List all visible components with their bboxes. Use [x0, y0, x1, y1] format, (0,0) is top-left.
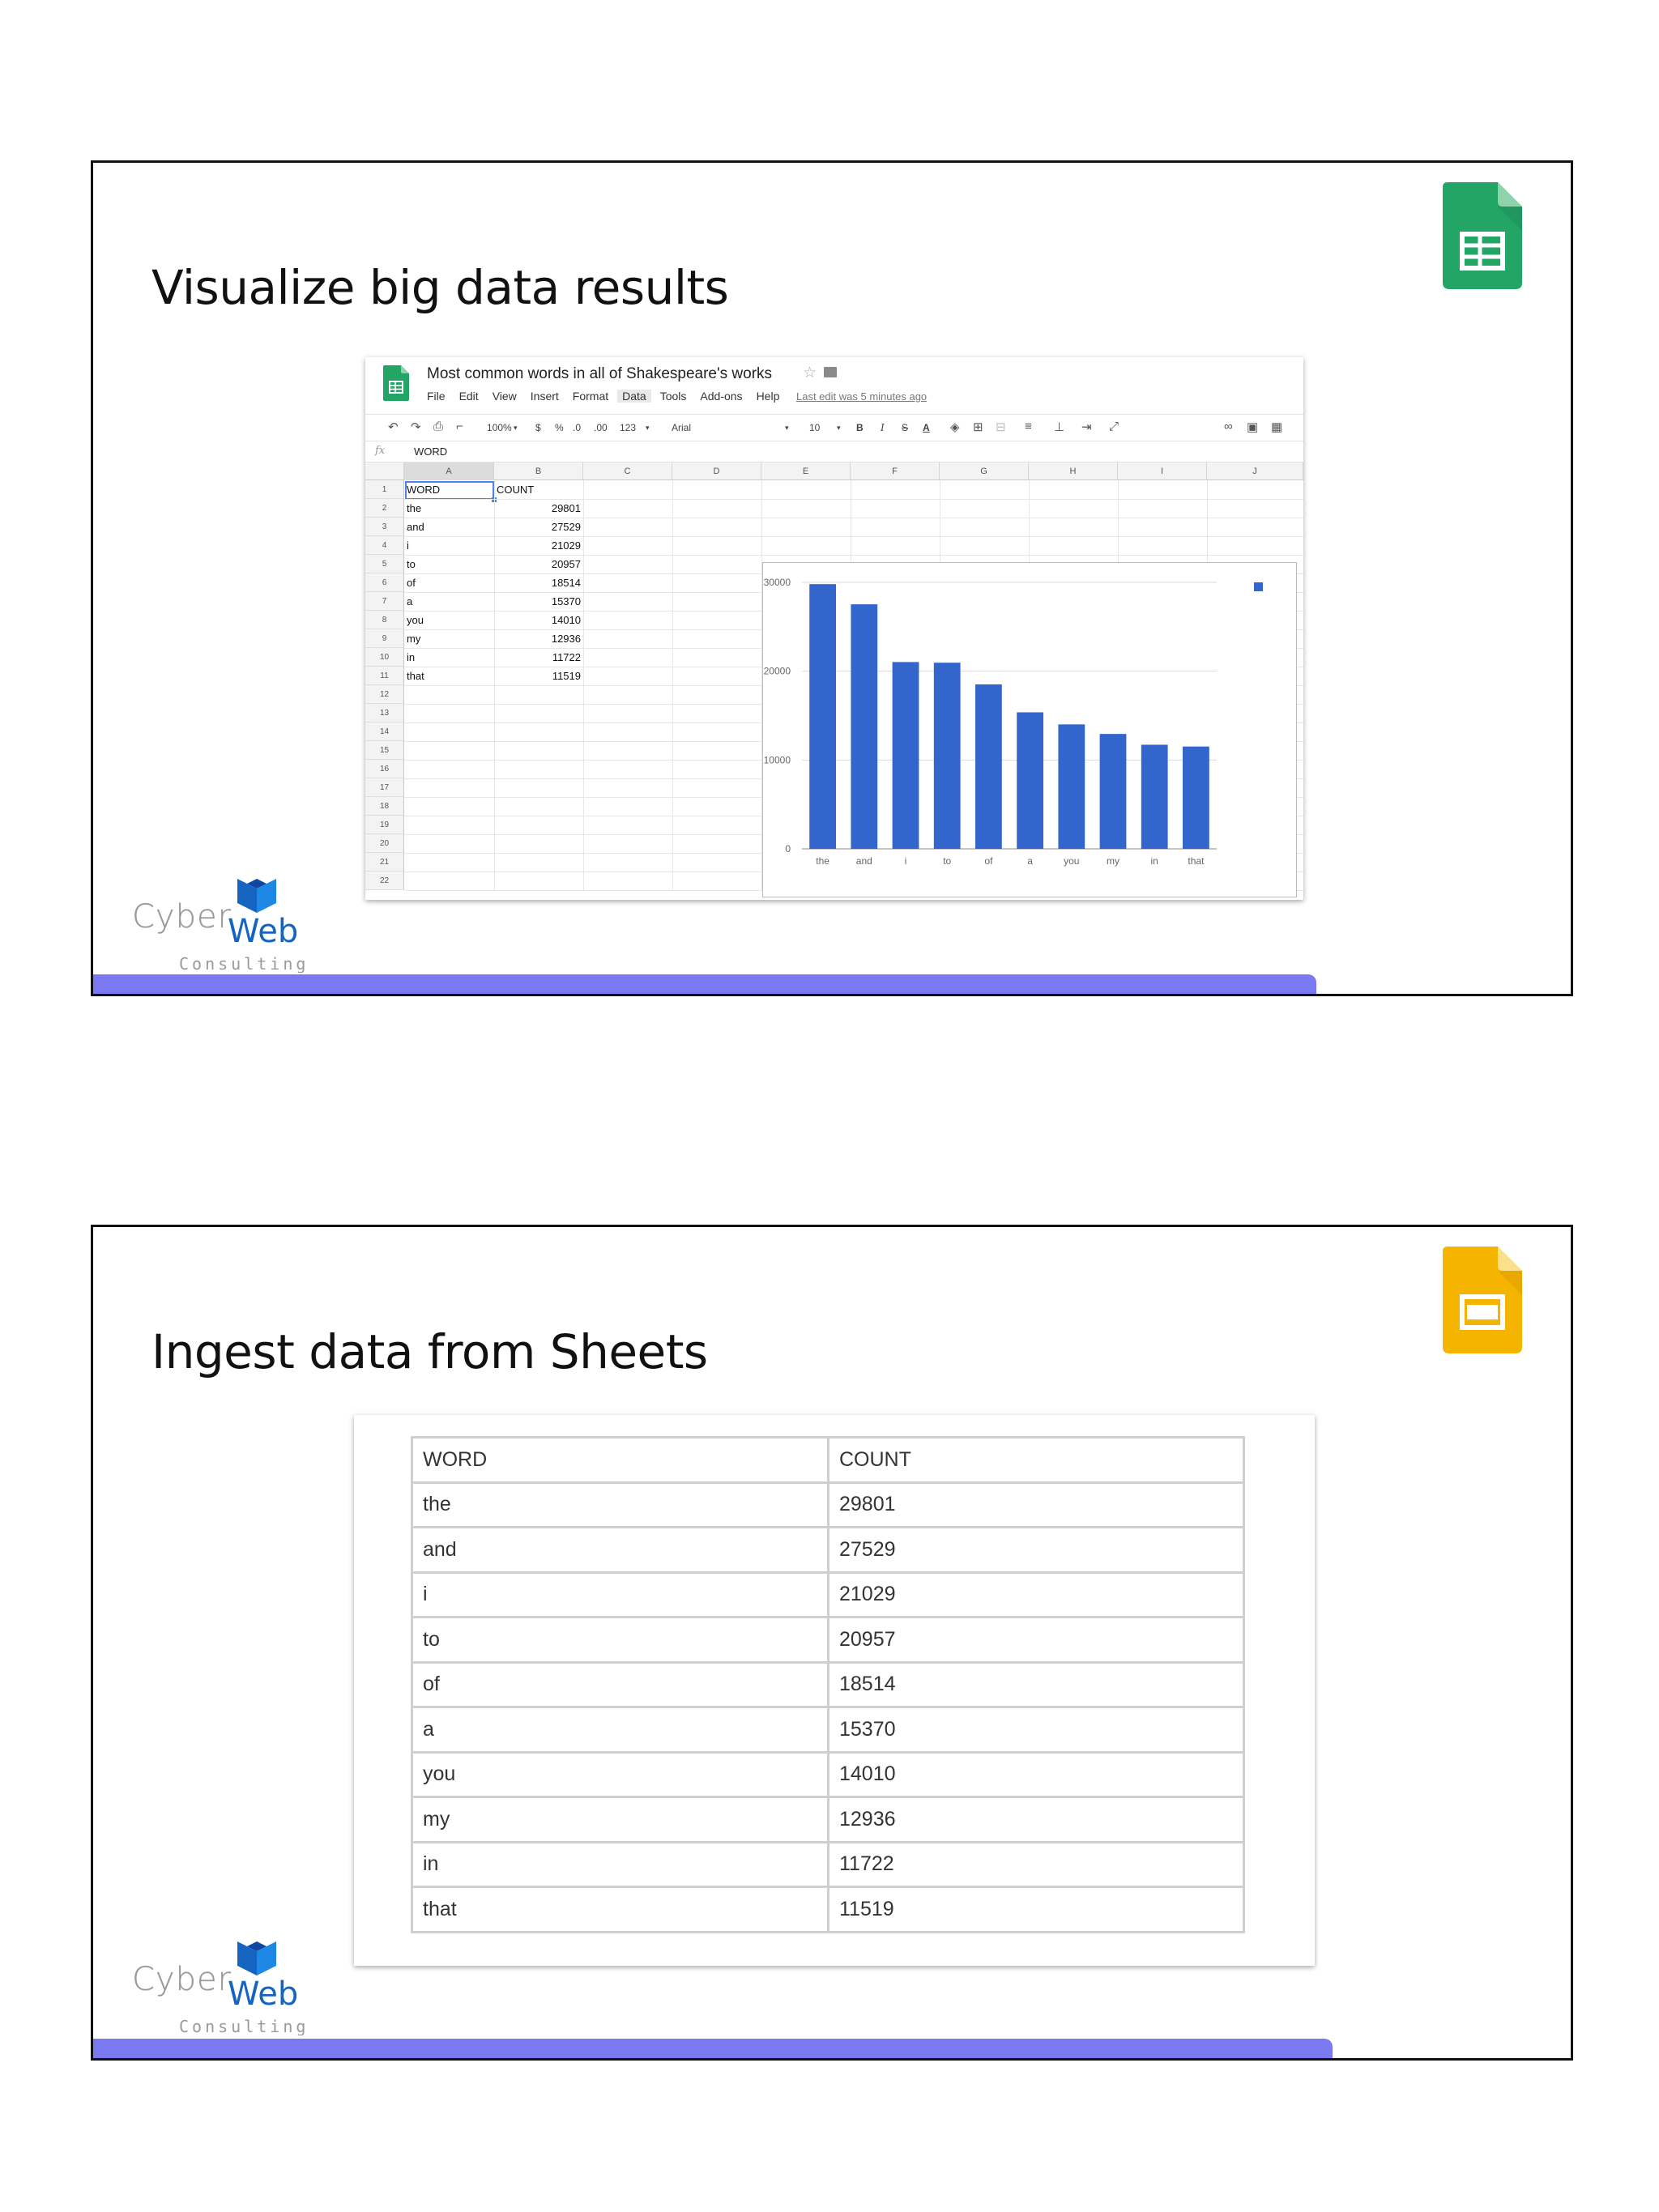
chart-bar	[1058, 724, 1085, 849]
menu-edit[interactable]: Edit	[458, 390, 479, 403]
row-header-5[interactable]: 5	[365, 555, 404, 573]
italic-button[interactable]: I	[881, 422, 885, 433]
spreadsheet-screenshot	[365, 357, 1303, 900]
row-header-14[interactable]: 14	[365, 722, 404, 741]
table-cell: my	[412, 1797, 829, 1843]
slide-title: Ingest data from Sheets	[151, 1324, 708, 1379]
y-tick-label: 30000	[763, 577, 791, 588]
folder-icon[interactable]	[824, 367, 837, 377]
cell-word[interactable]: a	[407, 595, 413, 607]
table-cell: 21029	[829, 1572, 1244, 1617]
slide-visualize	[91, 160, 1573, 996]
google-slides-icon	[1443, 1247, 1522, 1353]
y-tick-label: 20000	[763, 665, 791, 677]
table-cell: 18514	[829, 1662, 1244, 1707]
menu-addons[interactable]: Add-ons	[700, 390, 743, 403]
insert-comment-icon[interactable]: ▣	[1247, 420, 1259, 434]
column-header-d[interactable]: D	[672, 462, 761, 480]
text-color-button[interactable]: A	[923, 422, 930, 433]
table-cell: 14010	[829, 1752, 1244, 1797]
legend-swatch	[1254, 582, 1263, 591]
chart-bar	[851, 604, 877, 849]
print-icon[interactable]: ⎙	[433, 420, 444, 433]
x-tick-label: you	[1064, 855, 1080, 867]
row-header-20[interactable]: 20	[365, 834, 404, 853]
text-wrap-icon[interactable]: ⇥	[1081, 420, 1092, 434]
vertical-align-icon[interactable]: ⊥	[1054, 420, 1065, 434]
zoom-select[interactable]: 100%	[487, 422, 512, 433]
strikethrough-button[interactable]: S	[902, 422, 909, 433]
sheets-logo-icon	[383, 365, 409, 401]
x-tick-label: to	[943, 855, 952, 867]
table-row	[412, 1572, 1244, 1617]
chart-canvas	[763, 563, 1298, 898]
table-row	[412, 1482, 1244, 1528]
column-header-a[interactable]: A	[404, 462, 494, 480]
table-cell: 15370	[829, 1707, 1244, 1753]
accent-bar	[93, 2039, 1333, 2058]
cell-word[interactable]: and	[407, 521, 424, 533]
table-cell: a	[412, 1707, 829, 1753]
svg-text:Consulting: Consulting	[179, 2017, 309, 2035]
table-cell: that	[412, 1887, 829, 1933]
row-header-22[interactable]: 22	[365, 872, 404, 890]
grid-column-line	[672, 480, 673, 890]
chart-bar	[1141, 744, 1168, 849]
borders-icon[interactable]: ⊞	[973, 420, 983, 434]
column-header-h[interactable]: H	[1029, 462, 1118, 480]
row-header-3[interactable]: 3	[365, 518, 404, 536]
fx-label: fx	[375, 445, 386, 457]
x-tick-label: i	[904, 855, 907, 867]
cell-a1[interactable]: WORD	[407, 484, 441, 496]
svg-text:Cyber: Cyber	[132, 1961, 232, 1998]
cell-count[interactable]: 11722	[552, 651, 581, 663]
column-header-j[interactable]: J	[1207, 462, 1303, 480]
percent-format-button[interactable]: %	[555, 422, 564, 433]
cyberweb-logo	[127, 876, 313, 973]
table-cell: 11519	[829, 1887, 1244, 1933]
cyberweb-logo	[127, 1938, 313, 2035]
cell-count[interactable]: 11519	[552, 670, 581, 682]
chevron-down-icon[interactable]: ▾	[837, 424, 841, 432]
cell-word[interactable]: my	[407, 633, 421, 645]
table-header-cell: WORD	[412, 1438, 829, 1483]
svg-text:Cyber: Cyber	[132, 898, 232, 936]
bar-chart[interactable]	[762, 562, 1297, 897]
merge-cells-icon[interactable]: ⊟	[996, 420, 1006, 434]
table-cell: 20957	[829, 1617, 1244, 1663]
menu-view[interactable]: View	[492, 390, 517, 403]
table-row	[412, 1797, 1244, 1843]
cell-count[interactable]: 12936	[551, 633, 581, 645]
column-header-f[interactable]: F	[851, 462, 940, 480]
chevron-down-icon[interactable]: ▾	[646, 424, 650, 432]
x-tick-label: that	[1188, 855, 1205, 867]
accent-bar	[93, 974, 1316, 994]
slide-title: Visualize big data results	[151, 260, 729, 315]
google-sheets-icon	[1443, 182, 1522, 289]
cell-b1[interactable]: COUNT	[497, 484, 535, 496]
cell-word[interactable]: that	[407, 670, 424, 682]
row-header-15[interactable]: 15	[365, 741, 404, 760]
slide-ingest	[91, 1225, 1573, 2061]
cell-word[interactable]: the	[407, 502, 422, 514]
grid-column-line	[583, 480, 584, 890]
cell-word[interactable]: you	[407, 614, 424, 626]
chart-bar	[934, 663, 961, 849]
table-row	[412, 1887, 1244, 1933]
row-header-1[interactable]: 1	[365, 480, 404, 499]
chevron-down-icon[interactable]: ▾	[514, 424, 518, 432]
menu-bar	[427, 390, 793, 403]
sheet-header	[365, 357, 1303, 414]
chart-bar	[1100, 734, 1127, 849]
font-size-select[interactable]: 10	[809, 422, 821, 433]
more-formats-select[interactable]: 123	[620, 422, 637, 433]
table-cell: i	[412, 1572, 829, 1617]
table-cell: the	[412, 1482, 829, 1528]
document-title[interactable]: Most common words in all of Shakespeare's works	[427, 365, 773, 382]
chart-bar	[1017, 712, 1043, 849]
menu-help[interactable]: Help	[756, 390, 780, 403]
redo-icon[interactable]: ↷	[411, 420, 421, 434]
cell-word[interactable]: of	[407, 577, 416, 589]
table-row	[412, 1752, 1244, 1797]
table-cell: 12936	[829, 1797, 1244, 1843]
cell-count[interactable]: 21029	[551, 539, 581, 552]
row-header-12[interactable]: 12	[365, 685, 404, 704]
row-header-19[interactable]: 19	[365, 816, 404, 834]
row-header-13[interactable]: 13	[365, 704, 404, 722]
svg-text:Consulting: Consulting	[179, 954, 309, 973]
menu-format[interactable]: Format	[572, 390, 609, 403]
svg-text:Web: Web	[228, 913, 299, 950]
cell-count[interactable]: 20957	[551, 558, 581, 570]
table-row	[412, 1528, 1244, 1573]
chart-bar	[809, 584, 836, 849]
font-select[interactable]: Arial	[672, 422, 692, 433]
svg-text:Web: Web	[228, 1975, 299, 2013]
cell-word[interactable]: i	[407, 539, 409, 552]
decrease-decimal-button[interactable]: .0	[573, 422, 582, 433]
cell-count[interactable]: 15370	[551, 595, 581, 607]
increase-decimal-button[interactable]: .00	[594, 422, 608, 433]
table-screenshot	[354, 1415, 1315, 1966]
table-row	[412, 1707, 1244, 1753]
column-header-c[interactable]: C	[583, 462, 672, 480]
table-cell: you	[412, 1752, 829, 1797]
table-row	[412, 1617, 1244, 1663]
cell-count[interactable]: 29801	[551, 502, 581, 514]
x-tick-label: in	[1150, 855, 1158, 867]
table-row	[412, 1662, 1244, 1707]
cell-count[interactable]: 18514	[551, 577, 581, 589]
row-header-17[interactable]: 17	[365, 778, 404, 797]
fill-color-icon[interactable]: ◈	[950, 420, 960, 434]
words-table	[411, 1436, 1245, 1933]
chart-bar	[893, 662, 919, 849]
insert-chart-icon[interactable]: ▦	[1271, 420, 1283, 434]
row-header-7[interactable]: 7	[365, 592, 404, 611]
column-header-g[interactable]: G	[940, 462, 1029, 480]
x-tick-label: of	[984, 855, 993, 867]
insert-link-icon[interactable]: ∞	[1224, 420, 1233, 433]
column-header-i[interactable]: I	[1118, 462, 1207, 480]
menu-file[interactable]: File	[427, 390, 446, 403]
paint-format-icon[interactable]: ⌐	[456, 420, 463, 433]
row-header-11[interactable]: 11	[365, 667, 404, 685]
bold-button[interactable]: B	[856, 422, 864, 433]
table-header-row	[412, 1438, 1244, 1483]
row-header-21[interactable]: 21	[365, 853, 404, 872]
row-header-4[interactable]: 4	[365, 536, 404, 555]
table-cell: in	[412, 1842, 829, 1887]
table-cell: of	[412, 1662, 829, 1707]
formula-bar	[365, 441, 1303, 462]
cell-count[interactable]: 27529	[551, 521, 581, 533]
row-header-18[interactable]: 18	[365, 797, 404, 816]
row-header-8[interactable]: 8	[365, 611, 404, 629]
table-cell: to	[412, 1617, 829, 1663]
y-tick-label: 0	[785, 843, 791, 855]
row-header-9[interactable]: 9	[365, 629, 404, 648]
currency-format-button[interactable]: $	[535, 422, 541, 433]
x-tick-label: my	[1107, 855, 1120, 867]
chart-bar	[975, 684, 1002, 849]
grid-column-line	[494, 480, 495, 890]
chevron-down-icon[interactable]: ▾	[785, 424, 789, 432]
last-edit-link[interactable]: Last edit was 5 minutes ago	[796, 390, 928, 403]
x-tick-label: a	[1027, 855, 1033, 867]
row-header-2[interactable]: 2	[365, 499, 404, 518]
column-header-b[interactable]: B	[494, 462, 583, 480]
x-tick-label: the	[816, 855, 830, 867]
text-rotation-icon[interactable]: ⤢	[1109, 420, 1120, 433]
table-cell: 11722	[829, 1842, 1244, 1887]
toolbar	[365, 414, 1303, 441]
y-tick-label: 10000	[763, 754, 791, 766]
table-cell: 27529	[829, 1528, 1244, 1573]
x-tick-label: and	[855, 855, 872, 867]
table-cell: and	[412, 1528, 829, 1573]
table-cell: 29801	[829, 1482, 1244, 1528]
cell-word[interactable]: in	[407, 651, 416, 663]
row-header-6[interactable]: 6	[365, 573, 404, 592]
menu-insert[interactable]: Insert	[530, 390, 559, 403]
cell-count[interactable]: 14010	[551, 614, 581, 626]
column-header-e[interactable]: E	[761, 462, 851, 480]
horizontal-align-icon[interactable]: ≡	[1025, 420, 1032, 433]
column-header-row	[365, 462, 1303, 480]
menu-data[interactable]: Data	[617, 390, 651, 403]
star-icon[interactable]: ☆	[803, 364, 817, 381]
select-all-corner[interactable]	[365, 462, 404, 480]
cell-word[interactable]: to	[407, 558, 416, 570]
table-row	[412, 1842, 1244, 1887]
undo-icon[interactable]: ↶	[388, 420, 399, 434]
row-header-16[interactable]: 16	[365, 760, 404, 778]
row-header-10[interactable]: 10	[365, 648, 404, 667]
table-header-cell: COUNT	[829, 1438, 1244, 1483]
menu-tools[interactable]: Tools	[659, 390, 687, 403]
formula-input[interactable]: WORD	[414, 445, 448, 458]
chart-bar	[1183, 747, 1209, 849]
